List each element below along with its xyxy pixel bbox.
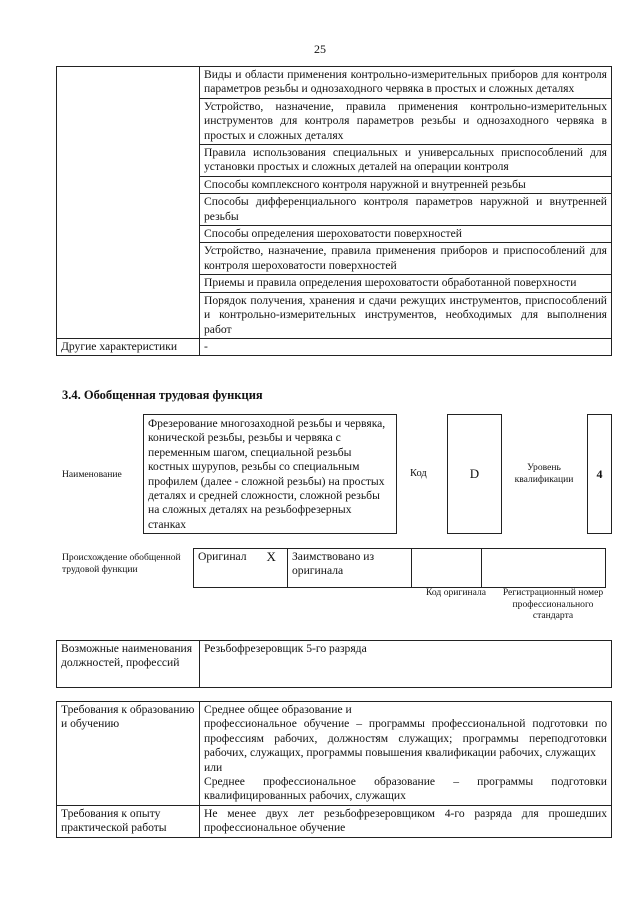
table-row (57, 702, 612, 806)
borrowed-label: Заимствовано из оригинала (288, 549, 412, 588)
job-titles-value: Резьбофрезеровщик 5-го разряда (200, 641, 612, 688)
education-line: Среднее общее образование и (204, 703, 352, 716)
other-characteristics-label: Другие характеристики (57, 338, 200, 355)
education-line: Среднее профессиональное образование – программы подготовки квалифицированных рабочих, служащих (204, 775, 607, 803)
education-value (200, 702, 612, 806)
registration-caption: Регистрационный номер профессионального стандарта (502, 587, 604, 621)
knowledge-item: Устройство, назначение, правила применения контрольно-измерительных инструментов для контроля параметров резьбы и однозаходного червяка в простых и сложных деталях (200, 98, 612, 144)
job-titles-table (56, 640, 612, 688)
level-label: Уровень квалификации (514, 462, 574, 485)
knowledge-item: Устройство, назначение, правила применения приборов и приспособлений для контроля шероховатости поверхностей (200, 243, 612, 275)
code-label: Код (410, 468, 427, 479)
table-row (57, 805, 612, 837)
function-name-box: Фрезерование многозаходной резьбы и червяка, конической резьбы, резьбы и червяка с переменным шагом, специальной резьбы костных шурупов, резьбы со специальным профилем (далее - сложной резьбы) на простых деталях и средней сложности, сложной резьбы на сложных деталях на резьбофрезерных станках (143, 414, 397, 534)
other-characteristics-value: - (200, 338, 612, 355)
education-label: Требования к образованию и обучению (57, 702, 200, 806)
knowledge-item: Способы определения шероховатости поверхностей (200, 226, 612, 243)
section-title: 3.4. Обобщенная трудовая функция (62, 388, 263, 402)
knowledge-item: Порядок получения, хранения и сдачи режущих инструментов, приспособлений и контрольно-измерительных инструментов, необходимых для выполнения работ (200, 292, 612, 338)
origin-label: Происхождение обобщенной трудовой функции (62, 552, 181, 575)
experience-label: Требования к опыту практической работы (57, 805, 200, 837)
origin-table (193, 548, 606, 588)
education-line: профессиональное обучение – программы профессиональной подготовки по профессиям рабочих, должностям служащих; программы переподготовки рабочих, служащих, программы повышения квалификации рабочих, служащих (204, 717, 607, 760)
education-line: или (204, 760, 223, 774)
knowledge-item: Правила использования специальных и универсальных приспособлений для установки простых и сложных деталей на операции контроля (200, 145, 612, 177)
knowledge-item: Способы дифференциального контроля параметров наружной и внутренней резьбы (200, 194, 612, 226)
knowledge-table (56, 66, 612, 356)
experience-value: Не менее двух лет резьбофрезеровщиком 4-го разряда для прошедших профессиональное обучение (200, 805, 612, 837)
other-characteristics-row (57, 338, 612, 355)
registration-number-cell (482, 549, 606, 588)
table-row (57, 641, 612, 688)
table-row (194, 549, 606, 588)
original-label: Оригинал (194, 549, 256, 588)
knowledge-item: Виды и области применения контрольно-измерительных приборов для контроля параметров резьбы и однозаходного червяка в простых и сложных деталях (200, 67, 612, 99)
job-titles-label: Возможные наименования должностей, профессий (57, 641, 200, 688)
requirements-table (56, 701, 612, 838)
level-value: 4 (587, 414, 612, 534)
original-code-caption: Код оригинала (425, 587, 487, 598)
knowledge-label-cell (57, 67, 200, 339)
original-code-cell (412, 549, 482, 588)
code-value: D (447, 414, 502, 534)
knowledge-item: Приемы и правила определения шероховатости обработанной поверхности (200, 275, 612, 292)
name-label: Наименование (62, 469, 122, 480)
original-mark: X (256, 549, 288, 588)
table-row (57, 67, 612, 99)
page-number: 25 (314, 42, 326, 56)
knowledge-item: Способы комплексного контроля наружной и внутренней резьбы (200, 176, 612, 193)
